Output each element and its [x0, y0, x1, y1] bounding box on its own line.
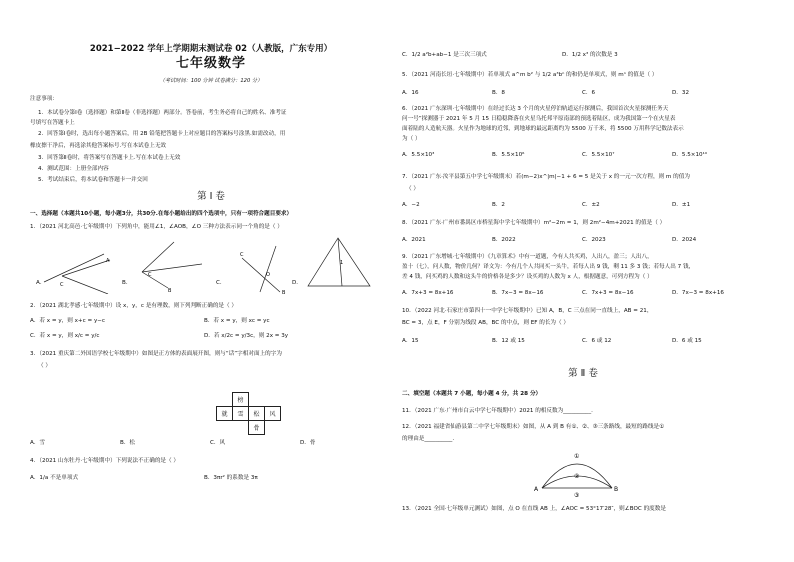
question-12-line-2: 的理由是__________. [402, 436, 455, 442]
note-3: 3．回答第Ⅱ卷时，将答案写在答题卡上.写在本试卷上无效 [38, 155, 181, 161]
route-1-label: ① [574, 453, 580, 460]
q7-option-d: D．±1 [672, 202, 691, 208]
exam-info: （考试时间：100 分钟 试卷满分：120 分） [159, 78, 263, 84]
part1-title: 第 Ⅰ 卷 [197, 191, 225, 202]
q7-paren: （ ） [406, 186, 419, 192]
net-cell: 风 [265, 407, 281, 421]
question-6-line-2: 问一号”探测器于 2021 年 5 月 15 日稳稳降落在火星乌托邦平原南部的预选着陆区，成为我国第一个在火星表 [402, 116, 676, 122]
part2-title: 第 Ⅱ 卷 [568, 368, 598, 379]
label-a: A [106, 258, 110, 264]
note-1b: 号填写在答题卡上 [30, 120, 75, 126]
q2-option-b: B．若 x = y，则 xc = yc [204, 318, 270, 324]
net-cell-empty [249, 393, 265, 407]
q1-figure-b [134, 234, 204, 294]
q9-option-d: D．7x−3 = 8x+16 [672, 290, 724, 296]
q2-option-a: A．若 x = y，则 x+c = y−c [30, 318, 106, 324]
notes-heading: 注意事项： [30, 96, 58, 102]
question-4: 4．（2021 山东牡丹·七年级期中）下列说法不正确的是（ ） [30, 458, 179, 464]
q3-paren: （ ） [38, 363, 51, 369]
q1-option-a: A． [36, 280, 46, 286]
q8-option-d: D．2024 [672, 237, 697, 243]
question-1: 1．（2021 河北高邑·七年级期中）下列角中，能用∠1，∠AOB，∠O 三种方法表示同一个角的是（ ） [30, 224, 283, 230]
q1-option-d: D． [292, 280, 302, 286]
note-2b: 橡皮擦干净后，再选涂其他答案标号.写在本试卷上无效 [30, 143, 167, 149]
q1-figure-c [228, 234, 298, 296]
q2-option-c: C．若 x = y，则 x/c = y/c [30, 333, 100, 339]
page-title: 七年级数学 [175, 56, 246, 71]
label-1: 1 [340, 260, 344, 266]
cube-net [216, 392, 281, 435]
question-2: 2．（2021 湖北孝感·七年级期中）设 x，y，c 是有理数，则下列判断正确的是（ ） [30, 303, 237, 309]
net-cell: 骨 [249, 421, 265, 435]
q6-option-c: C．5.5×10⁷ [582, 152, 615, 158]
q10-option-d: D．6 或 15 [672, 338, 702, 344]
label-o: O [266, 272, 270, 278]
section2-heading: 二、填空题（本题共 7 小题，每小题 4 分，共 28 分） [402, 391, 542, 397]
net-cell: 榜 [233, 393, 249, 407]
q1-option-c: C． [216, 280, 226, 286]
q5-option-a: A．16 [402, 90, 419, 96]
q4-option-d: D．1/2 x³ 的次数是 3 [562, 52, 618, 58]
q9-option-a: A．7x+3 = 8x+16 [402, 290, 454, 296]
q10-option-b: B．12 或 15 [492, 338, 525, 344]
q5-option-b: B．8 [492, 90, 505, 96]
route-2-label: ② [574, 473, 580, 480]
section1-heading: 一、选择题（本题共10小题，每小题3分，共30分.在每小题给出的四个选项中，只有一项符合题目要求） [30, 211, 293, 217]
point-b-label: B [614, 486, 619, 493]
q4-option-a: A．1/a 不是单项式 [30, 475, 79, 481]
question-9-line-1: 9．（2021 广东增城·七年级期中）《九章算术》中有一道题，今有人共买鸡，人出八，盈三；人出八， [402, 254, 653, 260]
label-b: B [282, 290, 286, 296]
question-6-line-4: 为（ ） [402, 136, 421, 142]
question-11: 11．（2021 广东·广州市白云中学七年级期中）2021 的相反数为__________. [402, 408, 593, 414]
q4-option-c: C．1/2 a²b+ab−1 是三次三项式 [402, 52, 487, 58]
q4-option-b: B．3πr² 的系数是 3π [204, 475, 258, 481]
q5-option-d: D．32 [672, 90, 690, 96]
route-diagram [532, 448, 622, 498]
q9-option-b: B．7x−3 = 8x−16 [492, 290, 544, 296]
label-c: C [148, 272, 152, 278]
question-6-line-1: 6．（2021 广东深圳·七年级期中）在经过长达 3 个月的火星停泊轨道运行探测后，我国首次火星探测任务天 [402, 106, 669, 112]
note-4: 4．测试范围：上册全部内容 [38, 166, 109, 172]
q8-option-a: A．2021 [402, 237, 426, 243]
q1-figure-d [304, 234, 374, 294]
q8-option-c: C．2023 [582, 237, 606, 243]
question-10-line-2: BC = 3，点 E，F 分别为线段 AB，BC 的中点，则 EF 的长为（ ） [402, 320, 569, 326]
question-12-line-1: 12．（2021 福建省仙游县第二中学七年级期末）如图，从 A 到 B 有①、②、③三条路线，最短的路线是① [402, 424, 665, 430]
q1-option-b: B． [122, 280, 132, 286]
note-2: 2．回答第Ⅰ卷时，选出每小题答案后，用 2B 铅笔把答题卡上对应题目的答案标号涂黑.如需改动，用 [38, 131, 286, 137]
q3-option-c: C．风 [210, 440, 226, 446]
q8-option-b: B．2022 [492, 237, 516, 243]
question-9-line-2: 盈十（七），问人数，物价几何？译文为：今有几个人共同买一头牛，若每人出 9 钱，剩 11 多 3 钱；若每人出 7 钱， [402, 264, 695, 270]
q7-option-b: B．2 [492, 202, 505, 208]
exam-header: 2021−2022 学年上学期期末测试卷 02（人教版，广东专用） [89, 44, 333, 54]
question-13: 13．（2021 全国·七年级单元测试）如图，点 O 在直线 AB 上，∠AOC = 53°17′28″，则∠BOC 的度数是 [402, 506, 666, 512]
q3-option-a: A．雪 [30, 440, 46, 446]
q10-option-c: C．6 或 12 [582, 338, 612, 344]
q9-option-c: C．7x+3 = 8x−16 [582, 290, 634, 296]
q7-option-a: A．−2 [402, 202, 420, 208]
note-1: 1．本试卷分第Ⅰ卷（选择题）和第Ⅱ卷（非选择题）两部分。答卷前，考生务必将自己的姓名、准考证 [38, 110, 287, 116]
question-7: 7．（2021 广东·汝平县第五中学七年级期末）若(m−2)x^|m|−1 + 6 = 5 是关于 x 的一元一次方程，则 m 的值为 [402, 174, 690, 180]
q7-option-c: C．±2 [582, 202, 600, 208]
net-cell: 就 [217, 407, 233, 421]
question-9-line-3: 差 4 钱，问买鸡的人数和这头牛的价格各是多少？设买鸡的人数为 x 人，根据题意，可列方程为（ ） [402, 274, 653, 280]
label-c: C [60, 282, 64, 288]
net-cell-empty [265, 393, 281, 407]
note-5: 5．考试结束后，将本试卷和答题卡一并交回 [38, 177, 148, 183]
q3-option-b: B．松 [120, 440, 136, 446]
q1-figure-a [42, 234, 112, 294]
point-a-label: A [534, 486, 539, 493]
net-cell-empty [265, 421, 281, 435]
question-10-line-1: 10．（2022 河北·石家庄市第四十一中学七年级期中）已知 A，B，C 三点在同一直线上，AB = 21， [402, 308, 653, 314]
net-cell-empty [217, 421, 233, 435]
q5-option-c: C．6 [582, 90, 596, 96]
q6-option-a: A．5.5×10³ [402, 152, 435, 158]
question-6-line-3: 面着陆的人造航天器。火星作为地球的近邻，到地球的最远距离约为 5500 万千米，将 5500 万用科学记数法表示 [402, 126, 684, 132]
net-cell-empty [217, 393, 233, 407]
q6-option-b: B．5.5×10⁶ [492, 152, 525, 158]
label-b: B [168, 288, 172, 294]
net-cell-empty [233, 421, 249, 435]
question-8: 8．（2021 广东·广州市番禺区市桥星海中学七年级期中）m²−2m = 1，则 2m²−4m+2021 的值是（ ） [402, 220, 666, 226]
q10-option-a: A．15 [402, 338, 419, 344]
net-cell: 雪 [233, 407, 249, 421]
net-cell: 松 [249, 407, 265, 421]
question-3: 3．（2021 重庆第二外国语学校七年级期中）如图是正方体的表面展开图，则与“话”字相对面上的字为 [30, 351, 282, 357]
q2-option-d: D．若 x/2c = y/3c，则 2x = 3y [204, 333, 289, 339]
question-5: 5．（2021 河南长垣·七年级期中）若单项式 a^m b² 与 1/2 a³bⁿ 的和仍是单项式，则 mⁿ 的值是（ ） [402, 72, 658, 78]
q3-option-d: D．骨 [300, 440, 316, 446]
label-c: C [240, 252, 244, 258]
route-3-label: ③ [574, 492, 580, 498]
q6-option-d: D．5.5×10¹⁰ [672, 152, 708, 158]
